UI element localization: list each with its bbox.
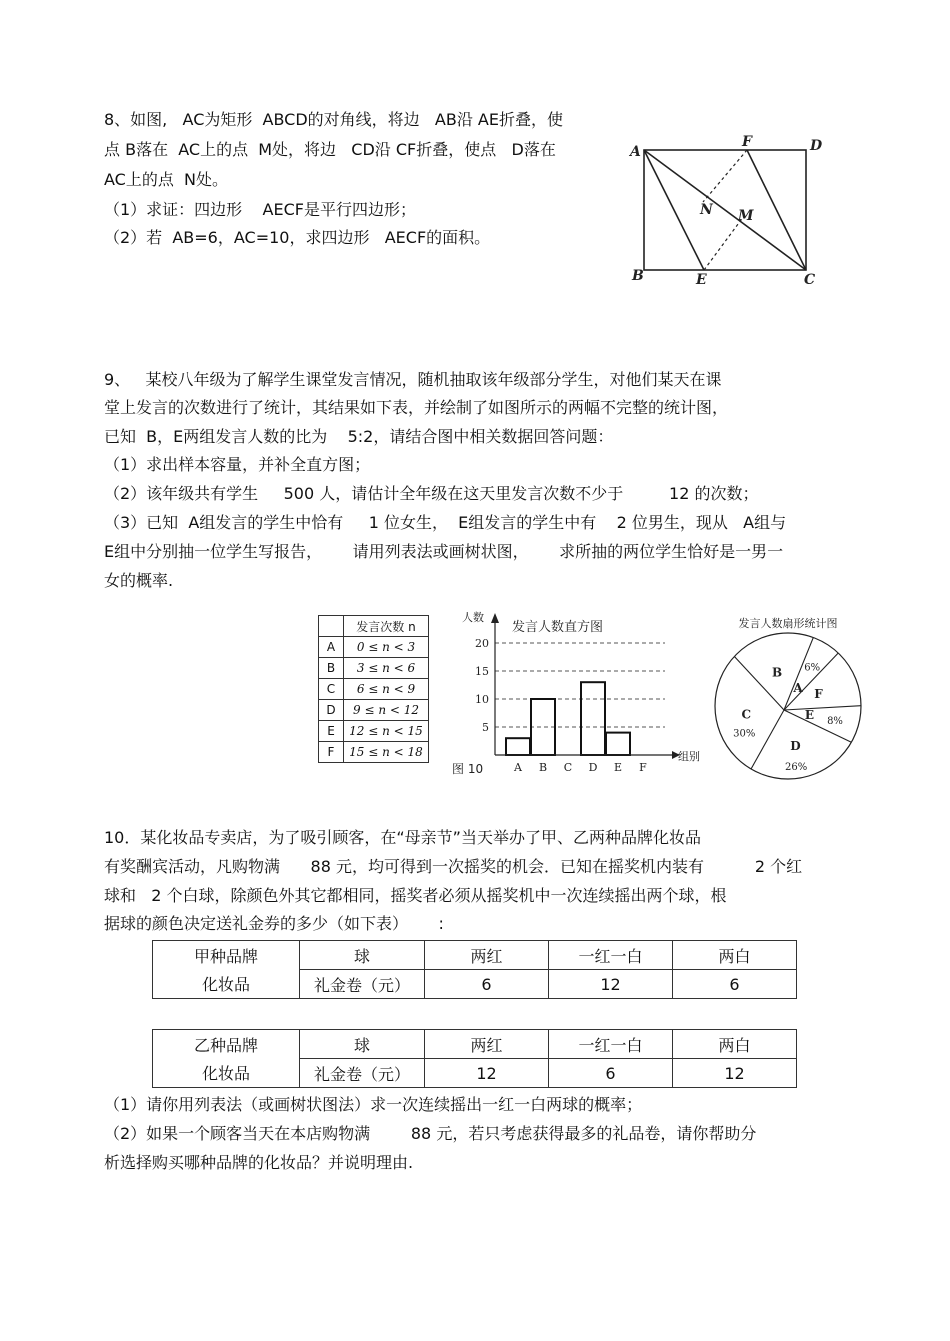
group-cell: F — [319, 742, 344, 763]
brand-cell: 化妆品 — [153, 1059, 300, 1088]
x-tick-label: A — [514, 761, 522, 774]
label-M: M — [738, 208, 754, 224]
range-cell: 0 ≤ n < 3 — [344, 637, 429, 658]
q10-line-3: 球和 2 个白球，除颜色外其它都相同，摇奖者必须从摇奖机中一次连续摇出两个球，根 — [104, 886, 727, 905]
histogram-title: 发言人数直方图 — [512, 620, 604, 635]
table-row — [319, 679, 429, 700]
header-cell: 两红 — [425, 941, 549, 970]
q9-line-6: （3）已知 A组发言的学生中恰有 1 位女生， E组发言的学生中有 2 位男生，现从 A组与 — [104, 513, 787, 532]
histogram-chart — [440, 605, 710, 780]
label-D: D — [810, 138, 823, 154]
pie-slice-edge — [784, 706, 861, 710]
x-tick-label: D — [588, 761, 598, 774]
range-cell: 6 ≤ n < 9 — [344, 679, 429, 700]
group-cell: C — [319, 679, 344, 700]
table-row — [319, 742, 429, 763]
y-tick-label: 15 — [475, 665, 489, 678]
header-cell: 一红一白 — [549, 1030, 673, 1059]
value-cell: 礼金卷（元） — [300, 1059, 425, 1088]
q8-line-5: （2）若 AB=6，AC=10，求四边形 AECF的面积。 — [104, 228, 491, 247]
pie-pct-E: 8% — [827, 716, 843, 728]
brand-cell: 甲种品牌 — [153, 941, 300, 970]
q8-line-3: AC上的点 N处。 — [104, 170, 228, 189]
header-cell: 两白 — [673, 1030, 797, 1059]
x-tick-label: E — [613, 761, 623, 774]
figure-caption: 图 10 — [452, 762, 484, 776]
label-B: B — [632, 268, 644, 284]
q9-line-2: 堂上发言的次数进行了统计，其结果如下表，并绘制了如图所示的两幅不完整的统计图， — [104, 398, 729, 417]
brand-cell: 乙种品牌 — [153, 1030, 300, 1059]
rectangle-figure — [620, 130, 830, 290]
q9-line-3: 已知 B，E两组发言人数的比为 5:2，请结合图中相关数据回答问题： — [104, 427, 614, 446]
header-cell: 球 — [300, 941, 425, 970]
range-cell: 15 ≤ n < 18 — [344, 742, 429, 763]
pie-slice-edge — [784, 638, 813, 710]
pie-title: 发言人数扇形统计图 — [738, 617, 838, 630]
pie-label-A: A — [793, 681, 803, 696]
header-cell: 两白 — [673, 941, 797, 970]
range-cell: 12 ≤ n < 15 — [344, 721, 429, 742]
table-row — [153, 941, 797, 970]
histogram-ylabel: 人数 — [462, 611, 484, 624]
q10-question-2: （2）如果一个顾客当天在本店购物满 88 元，若只考虑获得最多的礼品卷，请你帮助分 — [104, 1124, 757, 1143]
value-cell: 12 — [549, 970, 673, 999]
table-row — [153, 1059, 797, 1088]
pie-pct-D: 26% — [784, 762, 808, 774]
q8-line-2: 点 B落在 AC上的点 M处，将边 CD沿 CF折叠，使点 D落在 — [104, 140, 556, 159]
q10-line-2: 有奖酬宾活动，凡购物满 88 元，均可得到一次摇奖的机会．已知在摇奖机内装有 2 个红 — [104, 857, 803, 876]
x-tick-label: B — [538, 761, 548, 774]
label-C: C — [804, 272, 816, 288]
histogram-xlabel: 组别 — [678, 750, 700, 763]
freq-header-row — [319, 616, 429, 637]
range-cell: 9 ≤ n < 12 — [344, 700, 429, 721]
header-cell: 球 — [300, 1030, 425, 1059]
freq-header-label: 发言次数 n — [344, 616, 429, 637]
q10-line-1: 10．某化妆品专卖店，为了吸引顾客，在“母亲节”当天举办了甲、乙两种品牌化妆品 — [104, 828, 701, 847]
table-row — [319, 721, 429, 742]
q10-question-3: 析选择购买哪种品牌的化妆品？并说明理由. — [104, 1153, 414, 1172]
q8-line-4: （1）求证：四边形 AECF是平行四边形； — [104, 200, 416, 219]
label-E: E — [696, 272, 707, 288]
frequency-table — [318, 615, 429, 763]
y-tick-label: 5 — [482, 721, 489, 734]
pie-label-E: E — [804, 708, 815, 723]
value-cell: 礼金卷（元） — [300, 970, 425, 999]
pie-label-B: B — [772, 665, 783, 680]
x-tick-label: C — [563, 761, 573, 774]
pie-slice-edge — [751, 710, 784, 769]
value-cell: 6 — [549, 1059, 673, 1088]
q9-line-4: （1）求出样本容量，并补全直方图； — [104, 455, 371, 474]
pie-label-C: C — [741, 707, 752, 722]
q10-question-1: （1）请你用列表法（或画树状图法）求一次连续摇出一红一白两球的概率； — [104, 1095, 643, 1114]
y-tick-label: 10 — [475, 693, 489, 706]
label-N: N — [700, 202, 713, 218]
bar-E — [606, 733, 630, 755]
table-row — [319, 658, 429, 679]
pie-pct-A: 6% — [804, 662, 821, 674]
header-cell: 两红 — [425, 1030, 549, 1059]
group-cell: D — [319, 700, 344, 721]
header-cell: 一红一白 — [549, 941, 673, 970]
bar-D — [581, 682, 605, 755]
freq-header-blank — [319, 616, 344, 637]
pie-slice-edge — [734, 656, 784, 710]
bar-A — [506, 738, 530, 755]
q9-line-7: E组中分别抽一位学生写报告， 请用列表法或画树状图， 求所抽的两位学生恰好是一男一 — [104, 542, 784, 561]
q8-line-1: 8、如图, AC为矩形 ABCD的对角线，将边 AB沿 AE折叠，使 — [104, 110, 563, 129]
q10-line-4: 据球的颜色决定送礼金券的多少（如下表） : — [104, 914, 444, 933]
q9-line-5: （2）该年级共有学生 500 人，请估计全年级在这天里发言次数不少于 12 的次数； — [104, 484, 759, 503]
label-F: F — [742, 134, 752, 150]
pie-label-D: D — [790, 739, 801, 754]
pie-pct-C: 30% — [733, 728, 756, 740]
reward-table-jia — [152, 940, 797, 999]
value-cell: 6 — [673, 970, 797, 999]
reward-table-yi — [152, 1029, 797, 1088]
pie-label-F: F — [814, 687, 823, 702]
q9-line-8: 女的概率. — [104, 571, 174, 590]
y-tick-label: 20 — [475, 637, 489, 650]
label-A: A — [630, 144, 641, 160]
range-cell: 3 ≤ n < 6 — [344, 658, 429, 679]
pie-chart — [708, 610, 868, 780]
table-row — [153, 1030, 797, 1059]
group-cell: B — [319, 658, 344, 679]
value-cell: 12 — [425, 1059, 549, 1088]
group-cell: A — [319, 637, 344, 658]
value-cell: 6 — [425, 970, 549, 999]
brand-cell: 化妆品 — [153, 970, 300, 999]
q9-line-1: 9、 某校八年级为了解学生课堂发言情况，随机抽取该年级部分学生，对他们某天在课 — [104, 370, 722, 389]
table-row — [153, 970, 797, 999]
table-row — [319, 700, 429, 721]
table-row — [319, 637, 429, 658]
x-tick-label: F — [639, 761, 647, 774]
group-cell: E — [319, 721, 344, 742]
value-cell: 12 — [673, 1059, 797, 1088]
